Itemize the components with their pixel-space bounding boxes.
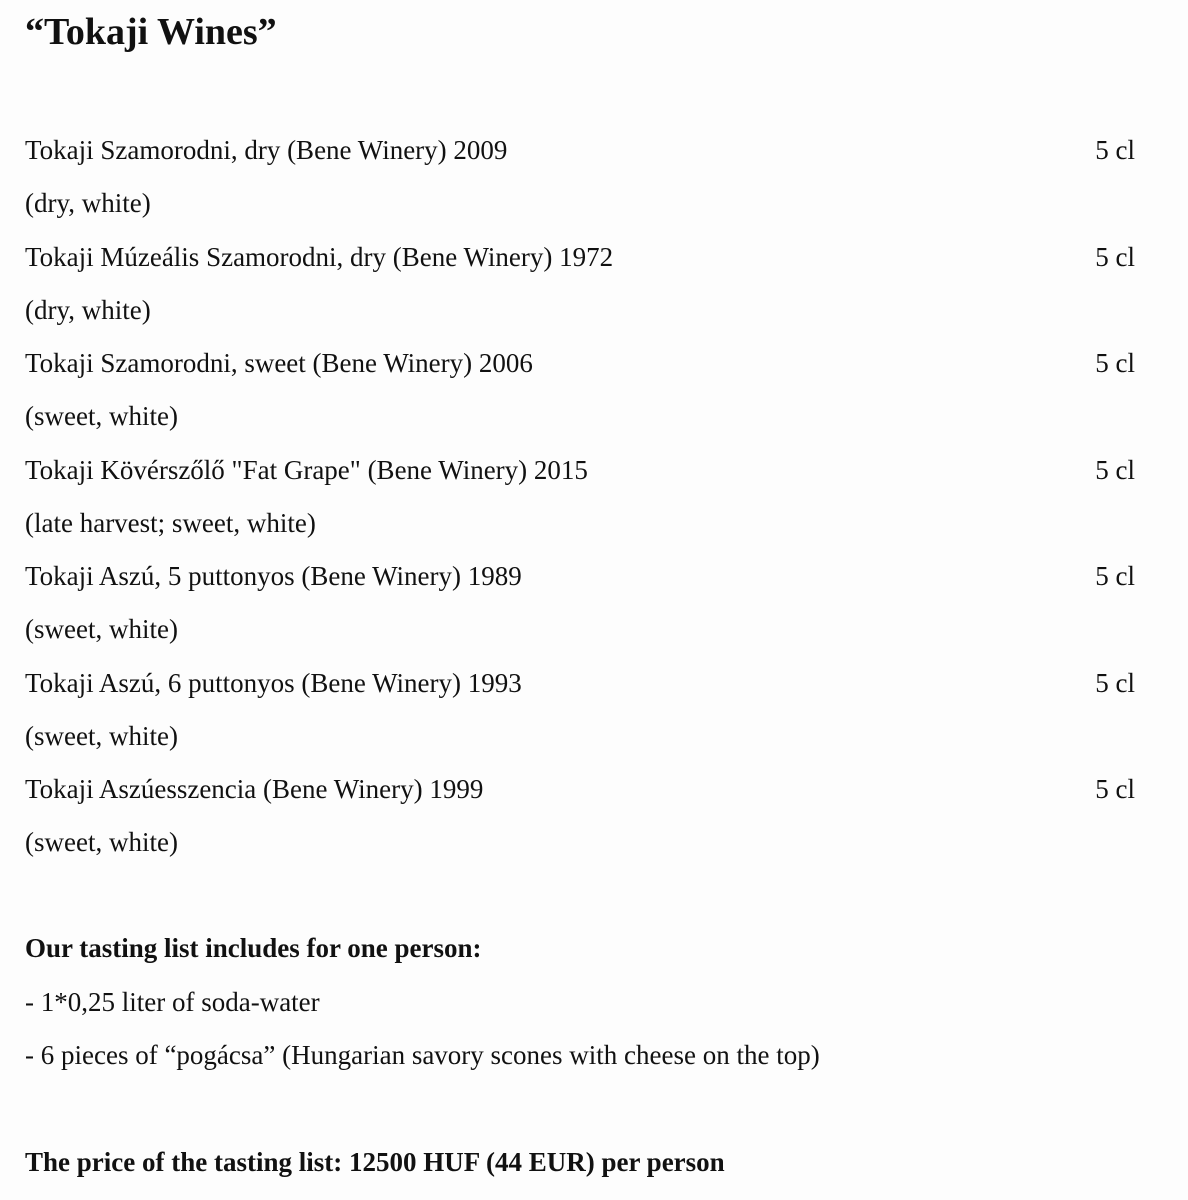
- wine-volume: 5 cl: [1095, 454, 1135, 485]
- wine-item: [25, 124, 1135, 231]
- wine-volume: 5 cl: [1095, 348, 1135, 378]
- wine-description: (dry, white): [25, 294, 151, 325]
- wine-name: Tokaji Kövérszőlő "Fat Grape" (Bene Winery) 2015: [25, 454, 588, 485]
- wine-volume: 5 cl: [1095, 774, 1135, 804]
- wine-name: Tokaji Múzeális Szamorodni, dry (Bene Winery) 1972: [25, 241, 614, 272]
- wine-volume: 5 cl: [1095, 241, 1135, 272]
- wine-item: [25, 231, 1135, 338]
- wine-description: (sweet, white): [25, 827, 178, 857]
- wine-description: (sweet, white): [25, 614, 178, 644]
- wine-item: [25, 763, 1135, 870]
- wine-description: (sweet, white): [25, 720, 178, 751]
- price-line: The price of the tasting list: 12500 HUF (44 EUR) per person: [25, 1147, 725, 1177]
- wine-description: (dry, white): [25, 188, 151, 218]
- wine-volume: 5 cl: [1095, 667, 1135, 698]
- wine-item: [25, 550, 1135, 657]
- wine-description: (late harvest; sweet, white): [25, 507, 316, 538]
- wine-volume: 5 cl: [1095, 135, 1135, 165]
- wine-list: [25, 124, 1135, 870]
- wine-name: Tokaji Aszú, 6 puttonyos (Bene Winery) 1993: [25, 667, 522, 698]
- wine-description: (sweet, white): [25, 401, 178, 431]
- wine-volume: 5 cl: [1095, 561, 1135, 591]
- wine-name: Tokaji Szamorodni, sweet (Bene Winery) 2006: [25, 348, 533, 378]
- page-title: “Tokaji Wines”: [25, 11, 277, 53]
- wine-name: Tokaji Aszúesszencia (Bene Winery) 1999: [25, 774, 484, 804]
- includes-heading: Our tasting list includes for one person:: [25, 933, 482, 963]
- includes-item: - 1*0,25 liter of soda-water: [25, 986, 320, 1017]
- wine-item: [25, 444, 1135, 551]
- wine-item: [25, 337, 1135, 444]
- wine-name: Tokaji Aszú, 5 puttonyos (Bene Winery) 1989: [25, 561, 522, 591]
- tasting-includes: [25, 922, 1125, 1083]
- wine-name: Tokaji Szamorodni, dry (Bene Winery) 2009: [25, 135, 508, 165]
- includes-item: - 6 pieces of “pogácsa” (Hungarian savory scones with cheese on the top): [25, 1040, 820, 1070]
- wine-item: [25, 657, 1135, 764]
